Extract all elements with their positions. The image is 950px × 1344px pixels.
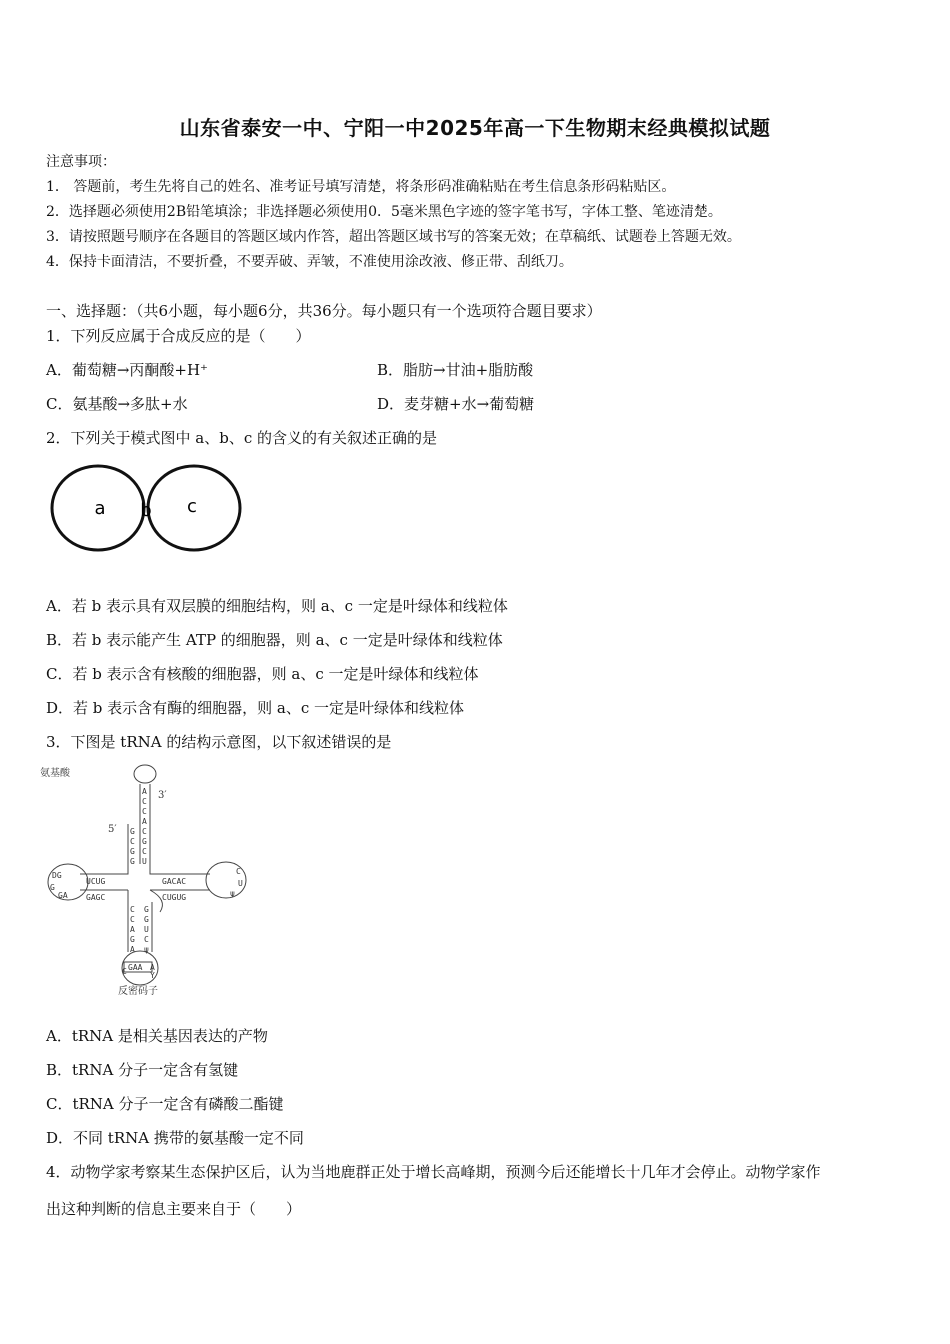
venn-label-c: c — [187, 496, 197, 517]
q2-option-b: B．若 b 表示能产生 ATP 的细胞器，则 a、c 一定是叶绿体和线粒体 — [46, 631, 503, 649]
d-loop — [48, 864, 88, 900]
svg-text:A: A — [142, 787, 147, 796]
q3-option-c: C．tRNA 分子一定含有磷酸二酯键 — [46, 1095, 284, 1113]
anticodon-label: 反密码子 — [118, 986, 158, 997]
svg-text:DG: DG — [52, 871, 62, 880]
svg-text:C: C — [130, 915, 135, 924]
svg-text:A: A — [130, 925, 135, 934]
notice-item: 1． 答题前，考生先将自己的姓名、准考证号填写清楚，将条形码准确粘贴在考生信息条形码粘贴区。 — [46, 179, 676, 195]
q1-option-b: B．脂肪→甘油+脂肪酸 — [377, 361, 534, 379]
svg-text:G: G — [130, 857, 135, 866]
svg-text:C: C — [142, 827, 147, 836]
svg-text:UCUG: UCUG — [86, 877, 106, 886]
q2-option-d: D．若 b 表示含有酶的细胞器，则 a、c 一定是叶绿体和线粒体 — [46, 699, 465, 717]
svg-text:G: G — [50, 883, 55, 892]
svg-text:A: A — [150, 963, 155, 972]
q2-option-a: A．若 b 表示具有双层膜的细胞结构，则 a、c 一定是叶绿体和线粒体 — [46, 597, 508, 615]
notice-item: 2．选择题必须使用2B铅笔填涂；非选择题必须使用0．5毫米黑色字迹的签字笔书写，字体工整、笔迹清楚。 — [46, 204, 722, 220]
svg-text:ψ: ψ — [230, 889, 235, 898]
venn-label-b: b — [140, 500, 152, 521]
svg-text:C: C — [236, 867, 241, 876]
amino-acid-circle — [134, 765, 156, 783]
svg-text:G: G — [144, 915, 149, 924]
svg-text:C: C — [130, 837, 135, 846]
svg-text:G: G — [130, 827, 135, 836]
page-title: 山东省泰安一中、宁阳一中2025年高一下生物期末经典模拟试题 — [179, 116, 771, 140]
question-4-stem-cont: 出这种判断的信息主要来自于（ ） — [46, 1200, 302, 1218]
notice-item: 4．保持卡面清洁，不要折叠，不要弄破、弄皱，不准使用涂改液、修正带、刮纸刀。 — [46, 254, 573, 270]
svg-text:C: C — [144, 935, 149, 944]
svg-text:U: U — [238, 879, 243, 888]
svg-text:C: C — [142, 797, 147, 806]
amino-acid-label: 氨基酸 — [40, 768, 70, 779]
svg-text:A: A — [130, 945, 135, 954]
q1-option-a: A．葡萄糖→丙酮酸+H⁺ — [46, 361, 208, 379]
svg-text:GAGC: GAGC — [86, 893, 106, 902]
notice-item: 3．请按照题号顺序在各题目的答题区域内作答，超出答题区域书写的答案无效；在草稿纸、试题卷上答题无效。 — [46, 229, 741, 245]
notice-heading: 注意事项： — [46, 154, 116, 170]
svg-text:U: U — [142, 857, 147, 866]
svg-text:C: C — [130, 905, 135, 914]
three-prime-label: 3′ — [158, 790, 167, 801]
svg-text:CUGUG: CUGUG — [162, 893, 187, 902]
question-1-stem: 1．下列反应属于合成反应的是（ ） — [46, 327, 311, 345]
svg-text:A: A — [142, 817, 147, 826]
question-3-stem: 3．下图是 tRNA 的结构示意图，以下叙述错误的是 — [46, 733, 392, 751]
svg-text:C: C — [142, 847, 147, 856]
q1-option-d: D．麦芽糖+水→葡萄糖 — [377, 395, 535, 413]
venn-label-a: a — [94, 498, 106, 519]
q2-option-c: C．若 b 表示含有核酸的细胞器，则 a、c 一定是叶绿体和线粒体 — [46, 665, 479, 683]
q1-option-c: C．氨基酸→多肽+水 — [46, 395, 188, 413]
svg-text:C: C — [142, 807, 147, 816]
svg-text:G: G — [142, 837, 147, 846]
svg-text:C: C — [122, 967, 127, 976]
question-4-stem: 4．动物学家考察某生态保护区后，认为当地鹿群正处于增长高峰期，预测今后还能增长十几年才会停止。动物学家作 — [46, 1163, 821, 1181]
anticodon-sequence: GAA — [128, 963, 143, 972]
svg-text:GA: GA — [58, 891, 68, 900]
svg-text:GACAC: GACAC — [162, 877, 187, 886]
trna-diagram — [40, 762, 255, 997]
venn-diagram — [46, 462, 246, 558]
five-prime-label: 5′ — [108, 824, 117, 835]
q3-option-b: B．tRNA 分子一定含有氢键 — [46, 1061, 239, 1079]
q3-option-a: A．tRNA 是相关基因表达的产物 — [46, 1027, 268, 1045]
svg-text:G: G — [144, 905, 149, 914]
section-heading: 一、选择题：（共6小题，每小题6分，共36分。每小题只有一个选项符合题目要求） — [46, 302, 602, 320]
svg-text:G: G — [130, 847, 135, 856]
question-2-stem: 2．下列关于模式图中 a、b、c 的含义的有关叙述正确的是 — [46, 429, 438, 447]
svg-text:Y: Y — [150, 971, 155, 980]
svg-text:ψ: ψ — [144, 945, 149, 954]
svg-text:G: G — [130, 935, 135, 944]
svg-text:U: U — [144, 925, 149, 934]
q3-option-d: D．不同 tRNA 携带的氨基酸一定不同 — [46, 1129, 304, 1147]
